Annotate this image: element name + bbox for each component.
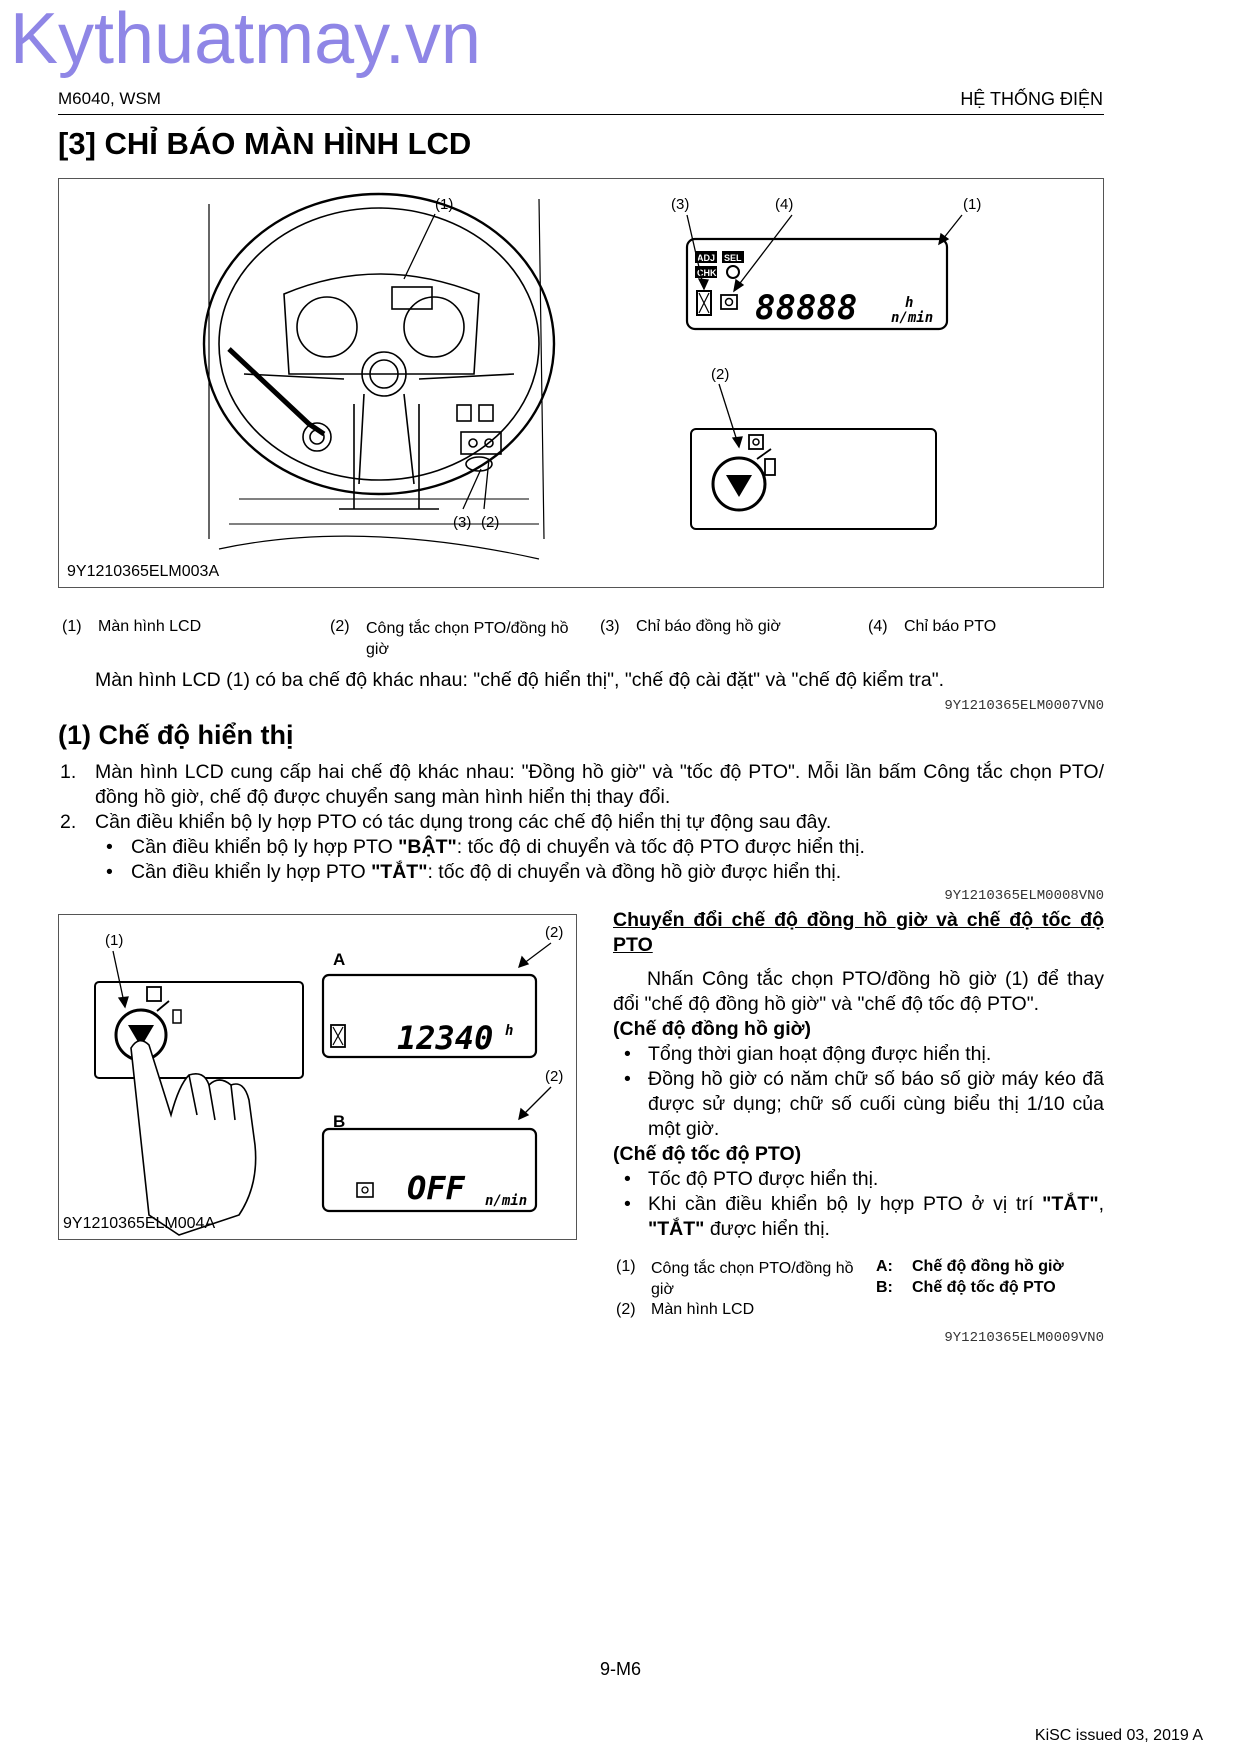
callout-3-top: (3) (671, 196, 690, 213)
mode-hour-heading: (Chế độ đồng hồ giờ) (613, 1018, 811, 1040)
fig2-callout-2a: (2) (545, 924, 564, 941)
legend1-text-1: Màn hình LCD (98, 618, 202, 635)
legend2-num-2: (2) (616, 1301, 636, 1318)
lcd-display-top (687, 239, 947, 329)
list-bullet-on: Cần điều khiển bộ ly hợp PTO "BẬT": tốc độ di chuyển và tốc độ PTO được hiển thị. (131, 836, 865, 858)
callout-1-top: (1) (963, 196, 982, 213)
lcd-adj-label: ADJ (697, 253, 716, 263)
mode-pto-heading: (Chế độ tốc độ PTO) (613, 1143, 802, 1165)
doc-code-2: 9Y1210365ELM0008VN0 (944, 888, 1104, 904)
list-number-2: 2. (60, 811, 77, 833)
page-number: 9-M6 (599, 1659, 641, 1679)
callout-2-bottom: (2) (481, 514, 500, 531)
bullet-5: • (624, 1168, 631, 1190)
legend1-text-2: Công tắc chọn PTO/đồng hồ giờ (366, 620, 569, 658)
legend2-text-b: Chế độ tốc độ PTO (912, 1279, 1056, 1296)
bullet-1: • (106, 836, 113, 858)
lcd-digits: 88888 (755, 288, 858, 328)
list-bullet-off: Cần điều khiển ly hợp PTO "TẮT": tốc độ di chuyển và đồng hồ giờ được hiển thị. (131, 861, 842, 883)
pto-icon (721, 295, 737, 309)
figure2-code: 9Y1210365ELM004A (63, 1215, 216, 1232)
figure-mode-switch (58, 914, 577, 1240)
mode-pto-bullet-2: Khi cần điều khiển bộ ly hợp PTO ở vị trí "TẮT", "TẮT" được hiển thị. (648, 1193, 1104, 1240)
fig2-callout-2b: (2) (545, 1068, 564, 1085)
intro-paragraph: Màn hình LCD (1) có ba chế độ khác nhau: "chế độ hiển thị", "chế độ cài đặt" và "chế độ kiểm tra". (95, 669, 945, 691)
label-a: A (333, 950, 346, 969)
section-title: [3] CHỈ BÁO MÀN HÌNH LCD (58, 126, 472, 161)
list-item-1: Màn hình LCD cung cấp hai chế độ khác nhau: "Đồng hồ giờ" và "tốc độ PTO". Mỗi lần bấm Công tắc chọn PTO/đồng hồ giờ, chế độ được chuyển sang màn hình hiển thị thay đổi. (95, 761, 1104, 808)
doc-code-1: 9Y1210365ELM0007VN0 (944, 698, 1104, 714)
lcd-hour-mode (323, 975, 536, 1057)
lcd-unit-rpm: n/min (891, 310, 934, 326)
list-number-1: 1. (60, 761, 77, 783)
header-model: M6040, WSM (58, 89, 161, 108)
bullet-2: • (106, 861, 113, 883)
callout-2-switch: (2) (711, 366, 730, 383)
footer-issue: KiSC issued 03, 2019 A (1034, 1727, 1203, 1744)
hand-illustration (131, 1041, 256, 1235)
pto-switch-panel (691, 429, 936, 529)
legend1-text-3: Chỉ báo đồng hồ giờ (636, 618, 781, 635)
legend2-num-1: (1) (616, 1258, 636, 1275)
subsection-title: (1) Chế độ hiển thị (58, 720, 294, 750)
bullet-6: • (624, 1193, 631, 1215)
legend2-key-b: B: (876, 1279, 893, 1296)
mode-pto-bullet-1: Tốc độ PTO được hiển thị. (648, 1168, 879, 1190)
lcd-sel-label: SEL (724, 253, 742, 263)
label-b: B (333, 1112, 346, 1131)
figure-dashboard (58, 178, 1104, 588)
lcd-off-value: OFF (407, 1169, 465, 1207)
fig2-callout-1: (1) (105, 932, 124, 949)
mode-hour-bullet-2: Đồng hồ giờ có năm chữ số báo số giờ máy kéo đã được sử dụng; chữ số cuối cùng biểu thị 1/10 của một giờ. (648, 1068, 1104, 1140)
bullet-3: • (624, 1043, 631, 1065)
callout-4-top: (4) (775, 196, 794, 213)
legend2-text-1: Công tắc chọn PTO/đồng hồ giờ (651, 1260, 854, 1298)
gear-icon (727, 266, 739, 278)
lcd-rpm-unit: n/min (485, 1193, 528, 1209)
doc-code-3: 9Y1210365ELM0009VN0 (944, 1330, 1104, 1346)
dashboard-illustration (59, 179, 1102, 586)
lcd-hours-unit: h (505, 1023, 514, 1039)
legend1-num-3: (3) (600, 618, 620, 635)
legend1-num-2: (2) (330, 618, 350, 635)
bullet-4: • (624, 1068, 631, 1090)
legend1-num-4: (4) (868, 618, 888, 635)
mode-hour-bullet-1: Tổng thời gian hoạt động được hiển thị. (648, 1043, 992, 1065)
lcd-pto-mode (323, 1129, 536, 1211)
mode-switch-illustration (59, 915, 575, 1238)
right-paragraph: Nhấn Công tắc chọn PTO/đồng hồ giờ (1) để thay đổi "chế độ đồng hồ giờ" và "chế độ tốc độ PTO". (613, 968, 1104, 1015)
legend2-text-a: Chế độ đồng hồ giờ (912, 1258, 1064, 1275)
lcd-unit-h: h (905, 295, 914, 311)
callout-1-left: (1) (435, 196, 454, 213)
lcd-hours-value: 12340 (397, 1019, 494, 1057)
header-rule (58, 114, 1104, 115)
watermark: Kythuatmay.vn (10, 0, 481, 79)
legend2-key-a: A: (876, 1258, 893, 1275)
callout-3-bottom: (3) (453, 514, 472, 531)
figure1-code: 9Y1210365ELM003A (67, 563, 220, 580)
legend1-text-4: Chỉ báo PTO (904, 618, 997, 635)
legend2-text-2: Màn hình LCD (651, 1301, 755, 1318)
lcd-chk-label: CHK (697, 268, 717, 278)
legend1-num-1: (1) (62, 618, 82, 635)
list-item-2: Cần điều khiển bộ ly hợp PTO có tác dụng trong các chế độ hiển thị tự động sau đây. (95, 811, 832, 833)
header-section: HỆ THỐNG ĐIỆN (960, 89, 1103, 109)
right-heading: Chuyển đổi chế độ đồng hồ giờ và chế độ tốc độ PTO (613, 909, 1104, 956)
